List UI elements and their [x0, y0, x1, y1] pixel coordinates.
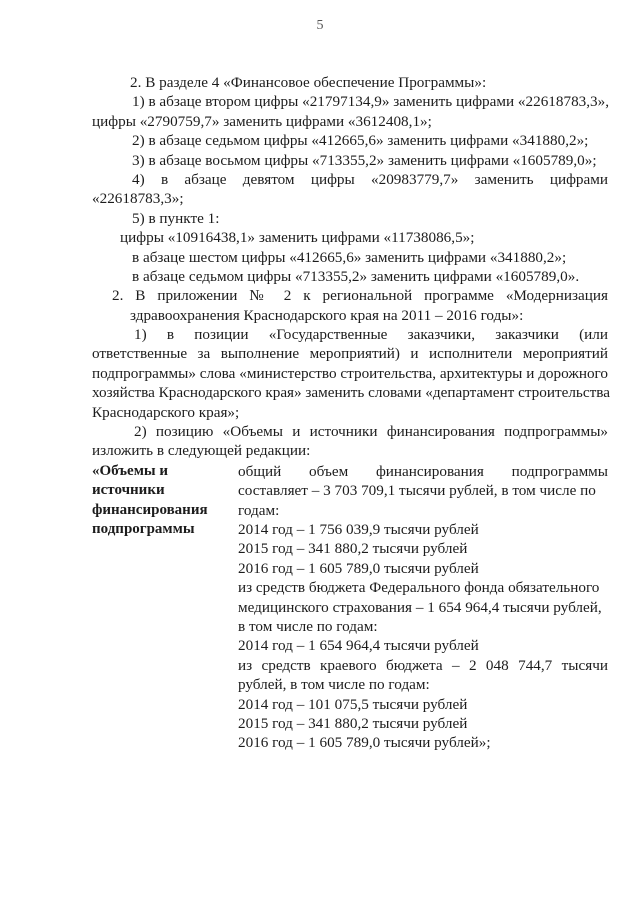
text-line: 2) в абзаце седьмом цифры «412665,6» заменить цифрами «341880,2»;: [132, 132, 589, 150]
table-label-line: подпрограммы: [92, 520, 195, 537]
text-line: 3) в абзаце восьмом цифры «713355,2» заменить цифрами «1605789,0»;: [132, 151, 597, 169]
table-value-column: [238, 462, 608, 753]
table-value-line: 2014 год – 101 075,5 тысячи рублей: [238, 695, 468, 713]
table-value-line: 2015 год – 341 880,2 тысячи рублей: [238, 714, 468, 732]
text-line: 1) в абзаце втором цифры «21797134,9» заменить цифрами «22618783,3»,: [132, 93, 610, 111]
text-line: 2. В разделе 4 «Финансовое обеспечение Программы»:: [130, 74, 487, 91]
text-line: 2) позицию «Объемы и источники финансирования подпрограммы»: [134, 423, 608, 441]
table-value-line: 2014 год – 1 756 039,9 тысячи рублей: [238, 520, 479, 538]
table-value-line: медицинского страхования – 1 654 964,4 тысячи рублей,: [238, 598, 602, 616]
document-body: [92, 73, 608, 753]
text-line: 2. В приложении № 2 к региональной программе «Модернизация: [112, 287, 608, 305]
financing-table: [92, 462, 608, 753]
table-value-line: рублей, в том числе по годам:: [238, 676, 430, 694]
text-line: 4) в абзаце девятом цифры «20983779,7» заменить цифрами: [132, 170, 608, 188]
text-line: подпрограммы» слова «министерство строительства, архитектуры и дорожного: [92, 364, 608, 382]
table-value-line: 2016 год – 1 605 789,0 тысячи рублей»;: [238, 734, 491, 752]
table-value-line: 2015 год – 341 880,2 тысячи рублей: [238, 540, 468, 558]
text-line: «22618783,3»;: [92, 190, 184, 208]
text-line: ответственные за выполнение мероприятий) и исполнители мероприятий: [92, 345, 608, 363]
table-value-line: общий объем финансирования подпрограммы: [238, 462, 608, 480]
table-label-line: источники: [92, 482, 165, 499]
text-line: Краснодарского края»;: [92, 403, 240, 421]
table-value-line: из средств краевого бюджета – 2 048 744,7 тысячи: [238, 656, 608, 674]
table-label-column: [92, 462, 238, 753]
text-line: изложить в следующей редакции:: [92, 442, 311, 460]
table-value-line: 2016 год – 1 605 789,0 тысячи рублей: [238, 559, 479, 577]
table-value-line: из средств бюджета Федерального фонда обязательного: [238, 579, 600, 597]
page-number: 5: [316, 18, 324, 33]
table-value-line: годам:: [238, 501, 280, 519]
table-value-line: в том числе по годам:: [238, 617, 378, 635]
text-line: в абзаце шестом цифры «412665,6» заменить цифрами «341880,2»;: [132, 248, 567, 266]
text-line: 5) в пункте 1:: [132, 209, 220, 227]
table-label-line: «Объемы и: [92, 462, 169, 479]
text-line: здравоохранения Краснодарского края на 2011 – 2016 годы»:: [130, 306, 524, 324]
table-value-line: 2014 год – 1 654 964,4 тысячи рублей: [238, 637, 479, 655]
text-line: 1) в позиции «Государственные заказчики, заказчики (или: [134, 326, 608, 344]
table-label-line: финансирования: [92, 501, 208, 518]
text-line: цифры «10916438,1» заменить цифрами «11738086,5»;: [120, 229, 475, 247]
text-line: хозяйства Краснодарского края» заменить словами «департамент строительства: [92, 384, 610, 402]
table-value-line: составляет – 3 703 709,1 тысячи рублей, в том числе по: [238, 482, 596, 500]
text-line: в абзаце седьмом цифры «713355,2» заменить цифрами «1605789,0».: [132, 267, 580, 285]
text-line: цифры «2790759,7» заменить цифрами «3612408,1»;: [92, 112, 432, 130]
